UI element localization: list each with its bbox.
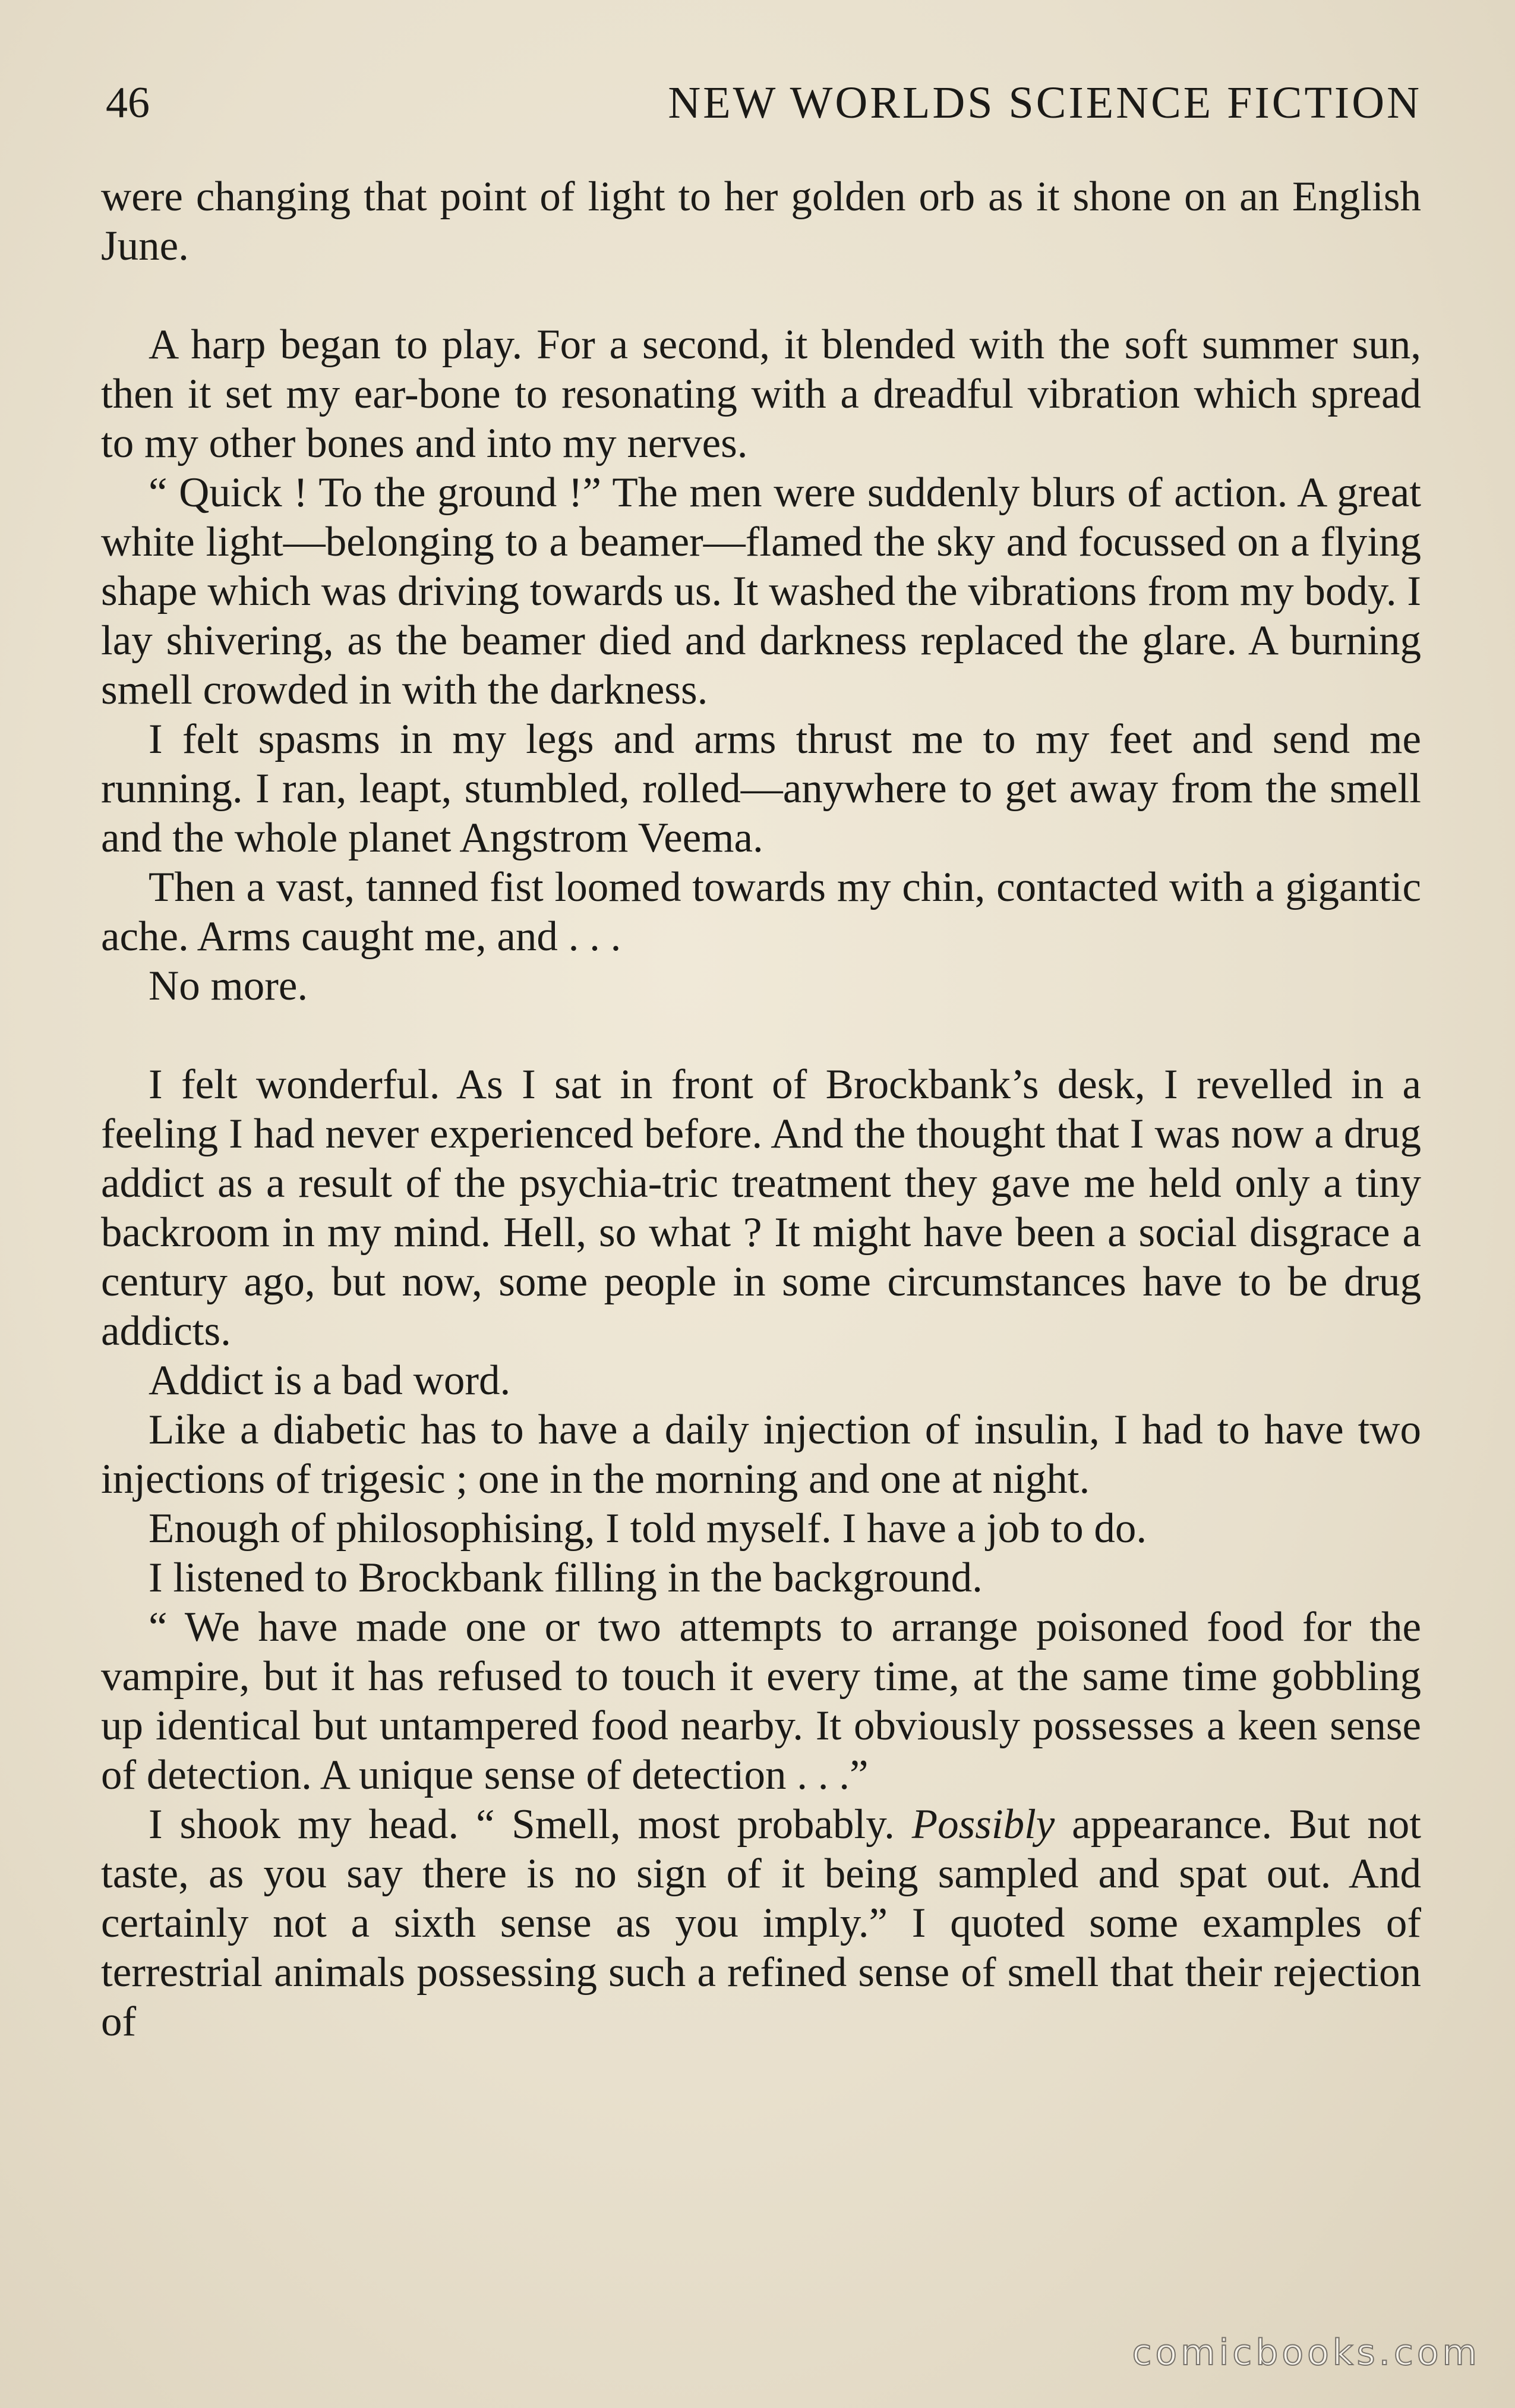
paragraph-text: appearance. But not taste, as you say there is no sign of it being sampled and spat out. And certainly not a sixth sense as you imply.” I quoted some examples of terrestrial animals possessing such a refined sense of smell that their rejection of: [101, 1801, 1422, 2045]
paragraph: A harp began to play. For a second, it blended with the soft summer sun, then it set my ear-bone to resonating with a dreadful vibration which spread to my other bones and into my nerves.: [101, 322, 1421, 467]
paragraph: “ Quick ! To the ground !” The men were suddenly blurs of action. A great white light—belonging to a beamer—flamed the sky and focussed on a flying shape which was driving towards us. It washed the vibrations from my body. I lay shivering, as the beamer died and darkness replaced the glare. A burning smell crowded in with the darkness.: [101, 469, 1421, 713]
running-title: NEW WORLDS SCIENCE FICTION: [668, 78, 1422, 128]
paragraph: Addict is a bad word.: [149, 1357, 511, 1404]
emphasis-text: Possibly: [911, 1801, 1055, 1848]
page-header: [106, 76, 1422, 130]
paragraph: I felt wonderful. As I sat in front of Brockbank’s desk, I revelled in a feeling I had never experienced before. And the thought that I was now a drug addict as a result of the psychia-tric treatment they gave me held only a tiny backroom in my mind. Hell, so what ? It might have been a social disgrace a century ago, but now, some people in some circumstances have to be drug addicts.: [101, 1061, 1421, 1354]
paragraph: Then a vast, tanned fist loomed towards my chin, contacted with a gigantic ache. Arms caught me, and . . .: [101, 864, 1421, 960]
paragraph: Like a diabetic has to have a daily injection of insulin, I had to have two injections of trigesic ; one in the morning and one at night.: [101, 1407, 1421, 1502]
paragraph: No more.: [149, 963, 308, 1009]
watermark: comicbooks.com: [1132, 2332, 1481, 2374]
paragraph: I listened to Brockbank filling in the background.: [149, 1555, 983, 1601]
paragraph: I felt spasms in my legs and arms thrust me to my feet and send me running. I ran, leapt, stumbled, rolled—anywhere to get away from the smell and the whole planet Angstrom Veema.: [101, 716, 1421, 861]
paragraph: [101, 1800, 1421, 2047]
paragraph: “ We have made one or two attempts to arrange poisoned food for the vampire, but it has refused to touch it every time, at the same time gobbling up identical but untampered food nearby. It obviously possesses a keen sense of detection. A unique sense of detection . . .”: [101, 1604, 1421, 1798]
paragraph: were changing that point of light to her golden orb as it shone on an English June.: [101, 174, 1421, 269]
body-text: [101, 172, 1421, 2047]
page-number: 46: [106, 78, 150, 127]
section-break: [101, 271, 1421, 320]
section-break: [101, 1011, 1421, 1060]
paragraph: Enough of philosophising, I told myself. I have a job to do.: [149, 1505, 1147, 1552]
paragraph-text: I shook my head. “ Smell, most probably.: [149, 1801, 912, 1848]
